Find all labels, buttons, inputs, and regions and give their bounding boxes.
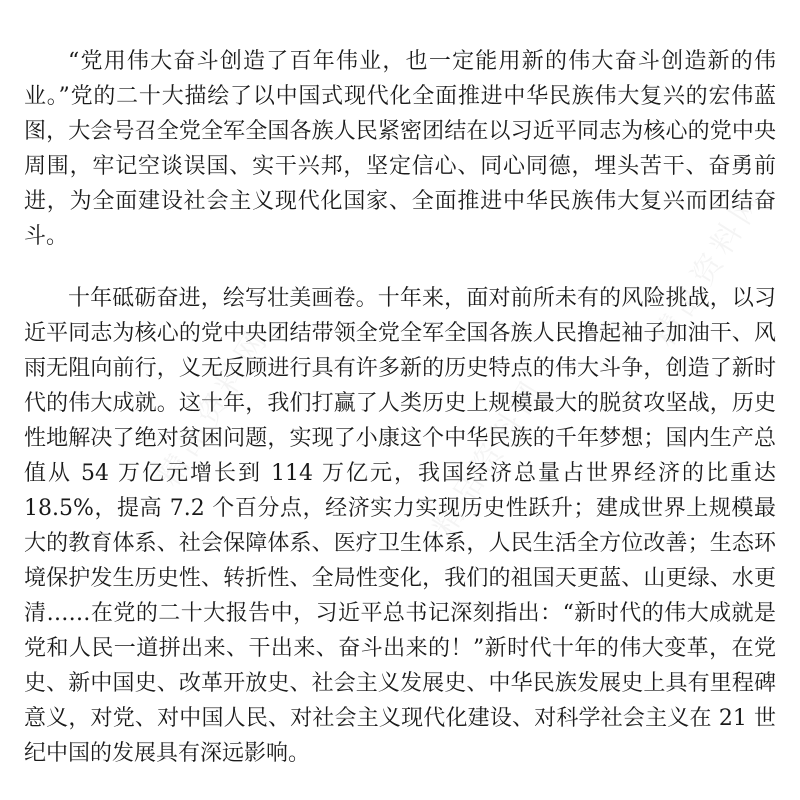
watermark: 精品资料网 [151, 321, 277, 493]
document-body [24, 44, 776, 771]
paragraph: 十年砥砺奋进，绘写壮美画卷。十年来，面对前所未有的风险挑战，以习近平同志为核心的党中央团结带领全党全军全国各族人民撸起袖子加油干、风雨无阻向前行，义无反顾进行具有许多新的历史特点的伟大斗争，创造了新时代的伟大成就。这十年，我们打赢了人类历史上规模最大的脱贫攻坚战，历史性地解决了绝对贫困问题，实现了小康这个中华民族的千年梦想；国内生产总值从 54 万亿元增长到 114 万亿元，我国经济总量占世界经济的比重达 18.5%，提高 7.2 个百分点，经济实力实现历史性跃升；建成世界上规模最大的教育体系、社会保障体系、医疗卫生体系，人民生活全方位改善；生态环境保护发生历史性、转折性、全局性变化，我们的祖国天更蓝、山更绿、水更清……在党的二十大报告中，习近平总书记深刻指出：“新时代的伟大成就是党和人民一道拼出来、干出来、奋斗出来的！”新时代十年的伟大变革，在党史、新中国史、改革开放史、社会主义发展史、中华民族发展史上具有里程碑意义，对党、对中国人民、对社会主义现代化建设、对科学社会主义在 21 世纪中国的发展具有深远影响。 [24, 286, 776, 766]
watermark: 精品资料网 [426, 371, 552, 543]
paragraph: “党用伟大奋斗创造了百年伟业，也一定能用新的伟大奋斗创造新的伟业。”党的二十大描绘了以中国式现代化全面推进中华民族伟大复兴的宏伟蓝图，大会号召全党全军全国各族人民紧密团结在以习近平同志为核心的党中央周围，牢记空谈误国、实干兴邦，坚定信心、同心同德，埋头苦干、奋勇前进，为全面建设社会主义现代化国家、全面推进中华民族伟大复兴而团结奋斗。 [24, 49, 776, 249]
watermark: 精品资料网 [646, 181, 772, 353]
